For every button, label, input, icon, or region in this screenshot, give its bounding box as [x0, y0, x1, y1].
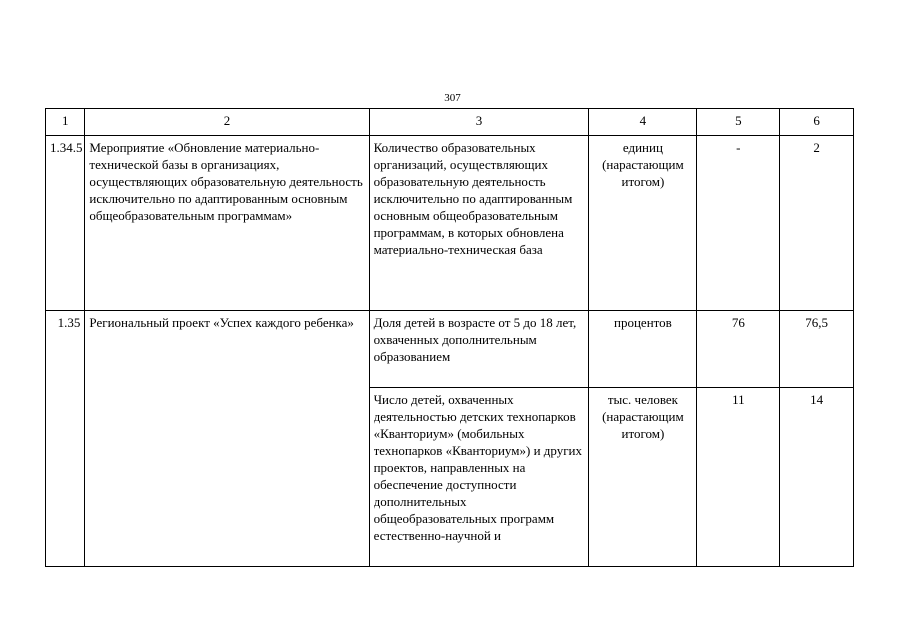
header-cell: 6 [780, 109, 854, 136]
row-number: 1.35 [46, 311, 85, 567]
event-name: Мероприятие «Обновление материально-технической базы в организациях, осуществляющих образовательную деятельность исключительно по адаптированным основным общеобразовательным программам» [85, 136, 369, 311]
indicator-name: Количество образовательных организаций, осуществляющих образовательную деятельность исключительно по адаптированным основным общеобразовательным программам, в которых обновлена материально-техническая база [369, 136, 589, 311]
value-col5: 11 [697, 388, 780, 567]
value-col6: 2 [780, 136, 854, 311]
header-cell: 1 [46, 109, 85, 136]
header-cell: 5 [697, 109, 780, 136]
unit-of-measure: процентов [589, 311, 697, 388]
indicators-table [45, 108, 854, 567]
header-cell: 2 [85, 109, 369, 136]
project-name: Региональный проект «Успех каждого ребенка» [85, 311, 369, 567]
indicator-text: Число детей, охваченных деятельностью детских технопарков «Кванториум» (мобильных технопарков «Кванториум») и других проектов, направленных на обеспечение доступности дополнительных общеобразовательных программ естественно-научной и [373, 392, 583, 543]
value-col6: 14 [780, 388, 854, 567]
header-cell: 3 [369, 109, 589, 136]
page-number: 307 [444, 92, 461, 104]
indicator-name [369, 388, 589, 567]
indicator-name: Доля детей в возрасте от 5 до 18 лет, охваченных дополнительным образованием [369, 311, 589, 388]
header-cell: 4 [589, 109, 697, 136]
table-header-row [46, 109, 854, 136]
row-number: 1.34.5 [46, 136, 85, 311]
table-row [46, 311, 854, 388]
value-col5: - [697, 136, 780, 311]
value-col5: 76 [697, 311, 780, 388]
value-col6: 76,5 [780, 311, 854, 388]
table-row [46, 136, 854, 311]
unit-of-measure: тыс. человек (нарастающим итогом) [589, 388, 697, 567]
unit-of-measure: единиц (нарастающим итогом) [589, 136, 697, 311]
